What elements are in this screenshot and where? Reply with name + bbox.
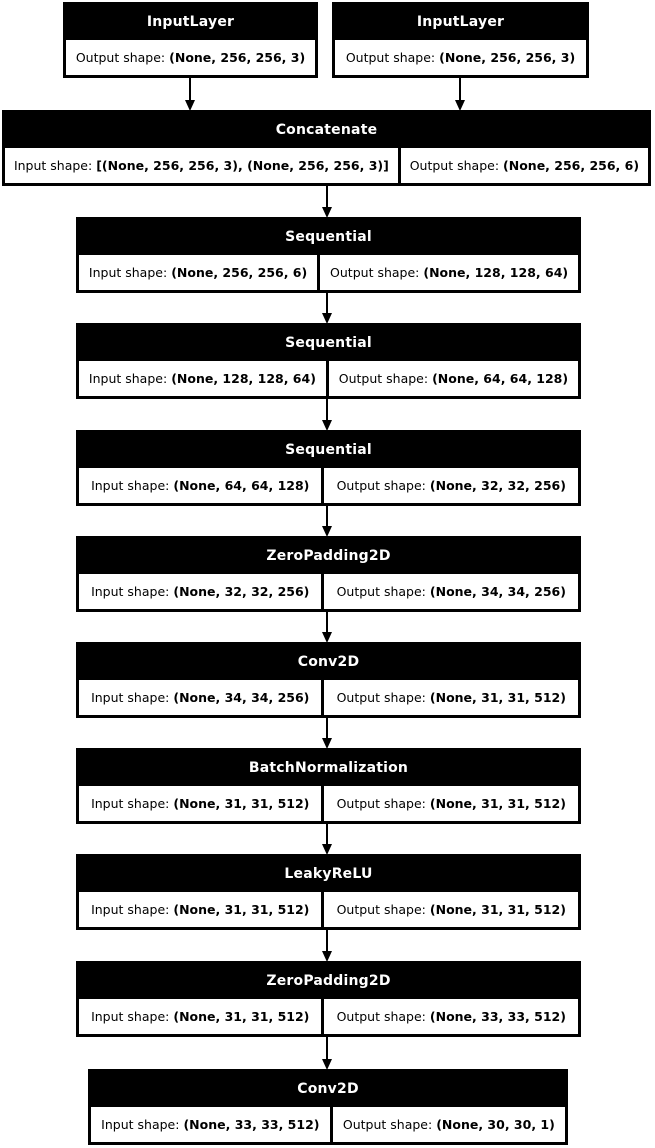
input-shape-cell	[79, 361, 326, 396]
edge-arrow-input1-to-concatenate	[184, 77, 196, 111]
layer-title: Concatenate	[275, 121, 378, 138]
input-shape-cell	[79, 468, 321, 503]
output-shape-label: Output shape:	[336, 902, 426, 917]
layer-title: Sequential	[285, 334, 372, 351]
edge-arrow-batch-normalization-to-leaky-relu	[321, 823, 333, 855]
arrowhead-down-icon	[322, 951, 332, 962]
input-shape-cell	[79, 680, 321, 715]
layer-title: ZeroPadding2D	[266, 547, 391, 564]
edge-arrow-input2-to-concatenate	[454, 77, 466, 111]
arrowhead-down-icon	[185, 100, 195, 111]
output-shape-value: (None, 128, 128, 64)	[423, 265, 569, 280]
layer-shape-row	[77, 361, 580, 398]
input-shape-label: Input shape:	[13, 158, 93, 173]
input-shape-label: Input shape:	[91, 902, 170, 917]
output-shape-value: (None, 34, 34, 256)	[429, 584, 566, 599]
layer-title: Sequential	[285, 228, 372, 245]
input-shape-cell	[91, 1107, 330, 1142]
input-shape-value: [(None, 256, 256, 3), (None, 256, 256, 3)]	[96, 158, 389, 173]
layer-shape-row	[77, 468, 580, 505]
layer-node-input-layer-1	[64, 3, 317, 77]
output-shape-cell	[401, 148, 648, 183]
layer-title: InputLayer	[416, 13, 505, 30]
layer-shape-row	[77, 999, 580, 1036]
layer-node-input-layer-2	[333, 3, 588, 77]
layer-node-leaky-relu	[77, 855, 580, 929]
output-shape-value: (None, 31, 31, 512)	[429, 902, 566, 917]
output-shape-label: Output shape:	[342, 1117, 433, 1132]
output-shape-label: Output shape:	[409, 158, 500, 173]
edge-stem	[189, 77, 191, 100]
layer-title: Conv2D	[297, 1080, 359, 1097]
layer-shape-row	[64, 40, 317, 77]
layer-node-zero-padding2d-2	[77, 962, 580, 1036]
edge-stem	[459, 77, 461, 100]
output-shape-cell	[324, 892, 578, 927]
input-shape-label: Input shape:	[101, 1117, 180, 1132]
input-shape-cell	[79, 786, 321, 821]
output-shape-label: Output shape:	[330, 265, 420, 280]
input-shape-value: (None, 64, 64, 128)	[173, 478, 310, 493]
output-shape-label: Output shape:	[336, 584, 426, 599]
input-shape-value: (None, 33, 33, 512)	[183, 1117, 320, 1132]
input-shape-value: (None, 31, 31, 512)	[173, 902, 310, 917]
arrowhead-down-icon	[322, 632, 332, 643]
output-shape-value: (None, 256, 256, 3)	[169, 50, 306, 65]
layer-shape-row	[333, 40, 588, 77]
output-shape-label: Output shape:	[336, 690, 426, 705]
layer-node-sequential-1	[77, 218, 580, 292]
layer-node-concatenate	[3, 111, 650, 185]
input-shape-value: (None, 128, 128, 64)	[171, 371, 316, 386]
output-shape-cell	[320, 255, 578, 290]
input-shape-label: Input shape:	[91, 690, 170, 705]
edge-stem	[326, 505, 328, 526]
output-shape-value: (None, 33, 33, 512)	[429, 1009, 566, 1024]
output-shape-cell	[324, 786, 578, 821]
edge-stem	[326, 1036, 328, 1059]
output-shape-label: Output shape:	[345, 50, 436, 65]
layer-title: BatchNormalization	[248, 759, 409, 776]
edge-stem	[326, 185, 328, 207]
edge-stem	[326, 398, 328, 420]
output-shape-value: (None, 31, 31, 512)	[429, 796, 566, 811]
layer-node-conv2d-2	[89, 1070, 567, 1144]
arrowhead-down-icon	[322, 844, 332, 855]
arrowhead-down-icon	[322, 207, 332, 218]
input-shape-cell	[5, 148, 398, 183]
output-shape-cell	[333, 1107, 565, 1142]
layer-shape-row	[77, 892, 580, 929]
output-shape-value: (None, 256, 256, 6)	[503, 158, 640, 173]
input-shape-cell	[79, 574, 321, 609]
layer-shape-row	[77, 680, 580, 717]
edge-arrow-sequential-3-to-zero-padding2d-1	[321, 505, 333, 537]
edge-stem	[326, 611, 328, 632]
arrowhead-down-icon	[322, 1059, 332, 1070]
input-shape-label: Input shape:	[88, 371, 168, 386]
output-shape-label: Output shape:	[336, 796, 426, 811]
edge-stem	[326, 823, 328, 844]
input-shape-value: (None, 34, 34, 256)	[173, 690, 310, 705]
layer-shape-row	[77, 255, 580, 292]
layer-title: ZeroPadding2D	[266, 972, 391, 989]
arrowhead-down-icon	[322, 313, 332, 324]
input-shape-value: (None, 31, 31, 512)	[173, 796, 310, 811]
input-shape-cell	[79, 892, 321, 927]
edge-stem	[326, 929, 328, 951]
layer-node-batch-normalization	[77, 749, 580, 823]
output-shape-value: (None, 32, 32, 256)	[429, 478, 566, 493]
output-shape-cell	[324, 574, 578, 609]
input-shape-label: Input shape:	[91, 796, 170, 811]
output-shape-cell	[66, 40, 315, 75]
edge-arrow-sequential-1-to-sequential-2	[321, 292, 333, 324]
output-shape-value: (None, 31, 31, 512)	[429, 690, 566, 705]
input-shape-value: (None, 31, 31, 512)	[173, 1009, 310, 1024]
output-shape-value: (None, 30, 30, 1)	[436, 1117, 555, 1132]
layer-title: LeakyReLU	[284, 865, 373, 882]
output-shape-label: Output shape:	[338, 371, 429, 386]
input-shape-cell	[79, 255, 317, 290]
input-shape-label: Input shape:	[91, 478, 170, 493]
layer-title: Conv2D	[297, 653, 360, 670]
arrowhead-down-icon	[322, 420, 332, 431]
input-shape-value: (None, 32, 32, 256)	[173, 584, 310, 599]
arrowhead-down-icon	[322, 738, 332, 749]
layer-shape-row	[77, 574, 580, 611]
output-shape-label: Output shape:	[336, 478, 426, 493]
output-shape-cell	[335, 40, 586, 75]
input-shape-label: Input shape:	[91, 1009, 170, 1024]
edge-arrow-sequential-2-to-sequential-3	[321, 398, 333, 431]
layer-node-conv2d-1	[77, 643, 580, 717]
input-shape-label: Input shape:	[91, 584, 170, 599]
output-shape-value: (None, 256, 256, 3)	[439, 50, 576, 65]
layer-node-sequential-2	[77, 324, 580, 398]
layer-shape-row	[3, 148, 650, 185]
layer-title: Sequential	[285, 441, 372, 458]
output-shape-cell	[329, 361, 578, 396]
edge-stem	[326, 717, 328, 738]
edge-arrow-concatenate-to-sequential-1	[321, 185, 333, 218]
arrowhead-down-icon	[455, 100, 465, 111]
layer-shape-row	[89, 1107, 567, 1144]
layer-shape-row	[77, 786, 580, 823]
layer-node-sequential-3	[77, 431, 580, 505]
input-shape-label: Input shape:	[88, 265, 168, 280]
arrowhead-down-icon	[322, 526, 332, 537]
output-shape-value: (None, 64, 64, 128)	[432, 371, 569, 386]
output-shape-cell	[324, 680, 578, 715]
edge-arrow-zero-padding2d-1-to-conv2d-1	[321, 611, 333, 643]
edge-arrow-conv2d-1-to-batch-normalization	[321, 717, 333, 749]
edge-arrow-zero-padding2d-2-to-conv2d-2	[321, 1036, 333, 1070]
output-shape-label: Output shape:	[75, 50, 166, 65]
layer-title: InputLayer	[146, 13, 235, 30]
layer-node-zero-padding2d-1	[77, 537, 580, 611]
output-shape-cell	[324, 999, 578, 1034]
edge-stem	[326, 292, 328, 313]
output-shape-cell	[324, 468, 578, 503]
edge-arrow-leaky-relu-to-zero-padding2d-2	[321, 929, 333, 962]
output-shape-label: Output shape:	[336, 1009, 426, 1024]
input-shape-value: (None, 256, 256, 6)	[171, 265, 308, 280]
input-shape-cell	[79, 999, 321, 1034]
